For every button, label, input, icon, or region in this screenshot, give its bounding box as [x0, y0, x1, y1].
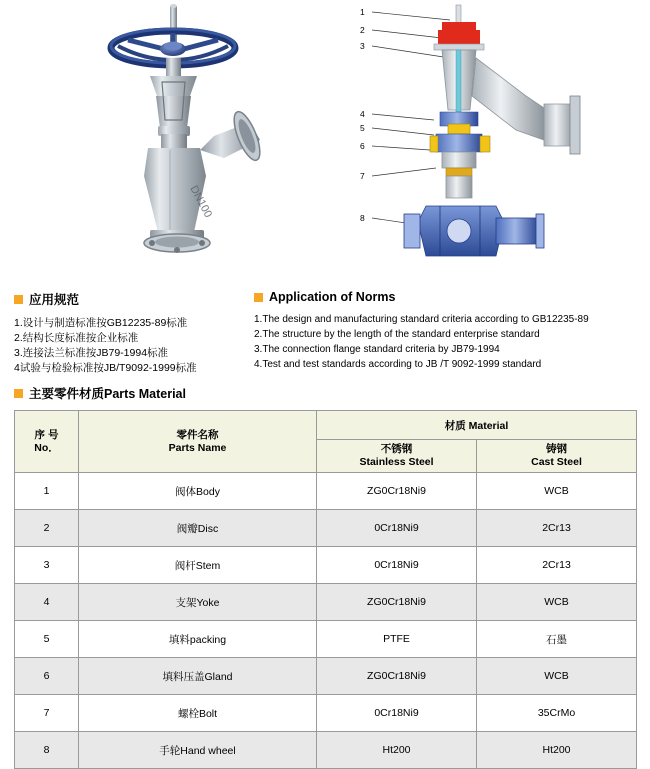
header-stainless-steel: [317, 440, 477, 473]
header-no-cn: 序 号: [34, 428, 59, 441]
table-row: [15, 473, 637, 510]
cell-name: 填料压盖Gland: [79, 658, 317, 695]
table-row: [15, 547, 637, 584]
cell-stainless-steel: PTFE: [317, 621, 477, 658]
cell-name: 阀杆Stem: [79, 547, 317, 584]
cell-cast-steel: WCB: [477, 658, 637, 695]
cell-stainless-steel: ZG0Cr18Ni9: [317, 584, 477, 621]
norms-english-list: [254, 312, 644, 372]
cell-cast-steel: WCB: [477, 584, 637, 621]
cell-no: 8: [15, 732, 79, 769]
table-row: [15, 732, 637, 769]
header-material: 材质 Material: [317, 411, 637, 440]
table-row: [15, 510, 637, 547]
norms-cn-item: 3.连接法兰标准按JB79-1994标准: [14, 347, 169, 359]
parts-material-heading: [14, 384, 650, 402]
table-row: [15, 621, 637, 658]
illustrations-area: [0, 0, 650, 290]
cell-no: 3: [15, 547, 79, 584]
svg-text:5: 5: [360, 123, 365, 133]
cell-name: 阀瓣Disc: [79, 510, 317, 547]
svg-text:4: 4: [360, 109, 365, 119]
svg-text:8: 8: [360, 213, 365, 223]
norms-en-item: 2.The structure by the length of the standard enterprise standard: [254, 329, 540, 340]
norms-chinese: [14, 290, 264, 376]
table-header: [15, 411, 637, 473]
header-name-cn: 零件名称: [176, 428, 219, 441]
svg-text:6: 6: [360, 141, 365, 151]
cell-name: 阀体Body: [79, 473, 317, 510]
cell-no: 1: [15, 473, 79, 510]
cell-cast-steel: Ht200: [477, 732, 637, 769]
valve-cross-section-drawing: [330, 0, 640, 290]
cell-no: 2: [15, 510, 79, 547]
cell-name: 支架Yoke: [79, 584, 317, 621]
cell-name: 填料packing: [79, 621, 317, 658]
bullet-square-icon: [14, 295, 23, 304]
cell-no: 4: [15, 584, 79, 621]
cell-stainless-steel: ZG0Cr18Ni9: [317, 658, 477, 695]
svg-text:2: 2: [360, 25, 365, 35]
norms-cn-item: 1.设计与制造标准按GB12235-89标准: [14, 317, 188, 329]
norms-cn-item: 4试验与检验标准按JB/T9092-1999标准: [14, 362, 197, 374]
cell-stainless-steel: 0Cr18Ni9: [317, 695, 477, 732]
header-parts-name: [79, 411, 317, 473]
norms-chinese-heading: [14, 290, 264, 308]
header-cs-cn: 铸钢: [546, 443, 567, 455]
svg-text:3: 3: [360, 41, 365, 51]
svg-text:1: 1: [360, 7, 365, 17]
table-row: [15, 658, 637, 695]
cell-cast-steel: 35CrMo: [477, 695, 637, 732]
header-ss-en: Stainless Steel: [359, 456, 434, 468]
table-body: [15, 473, 637, 769]
cell-stainless-steel: 0Cr18Ni9: [317, 547, 477, 584]
cell-stainless-steel: Ht200: [317, 732, 477, 769]
valve-photo-exterior: [18, 0, 318, 290]
bullet-square-icon: [14, 389, 23, 398]
application-of-norms-section: [0, 290, 650, 378]
svg-text:DN100: DN100: [187, 183, 215, 220]
cell-name: 螺栓Bolt: [79, 695, 317, 732]
norms-en-item: 4.Test and test standards according to JB /T 9092-1999 standard: [254, 359, 542, 370]
cell-name: 手轮Hand wheel: [79, 732, 317, 769]
header-name-en: Parts Name: [168, 441, 227, 454]
header-ss-cn: 不锈钢: [380, 443, 413, 455]
norms-en-item: 3.The connection flange standard criteria by JB79-1994: [254, 344, 500, 355]
norms-cn-item: 2.结构长度标准按企业标准: [14, 332, 139, 344]
cell-cast-steel: 石墨: [477, 621, 637, 658]
svg-text:7: 7: [360, 171, 365, 181]
cell-cast-steel: 2Cr13: [477, 547, 637, 584]
norms-chinese-title: 应用规范: [29, 293, 80, 307]
cell-no: 5: [15, 621, 79, 658]
header-no-en: No．: [34, 441, 59, 454]
parts-material-title: 主要零件材质Parts Material: [29, 387, 186, 401]
cell-cast-steel: 2Cr13: [477, 510, 637, 547]
header-no: [15, 411, 79, 473]
norms-english-title: Application of Norms: [269, 290, 396, 304]
header-cs-en: Cast Steel: [531, 456, 582, 468]
norms-chinese-list: [14, 316, 264, 376]
cell-cast-steel: WCB: [477, 473, 637, 510]
table-row: [15, 584, 637, 621]
bullet-square-icon: [254, 293, 263, 302]
norms-english-heading: [254, 290, 644, 304]
cell-stainless-steel: 0Cr18Ni9: [317, 510, 477, 547]
cell-no: 6: [15, 658, 79, 695]
norms-english: [254, 290, 644, 372]
cell-no: 7: [15, 695, 79, 732]
header-cast-steel: [477, 440, 637, 473]
cell-stainless-steel: ZG0Cr18Ni9: [317, 473, 477, 510]
table-row: [15, 695, 637, 732]
norms-en-item: 1.The design and manufacturing standard criteria according to GB12235-89: [254, 314, 589, 325]
parts-material-table: [14, 410, 637, 769]
